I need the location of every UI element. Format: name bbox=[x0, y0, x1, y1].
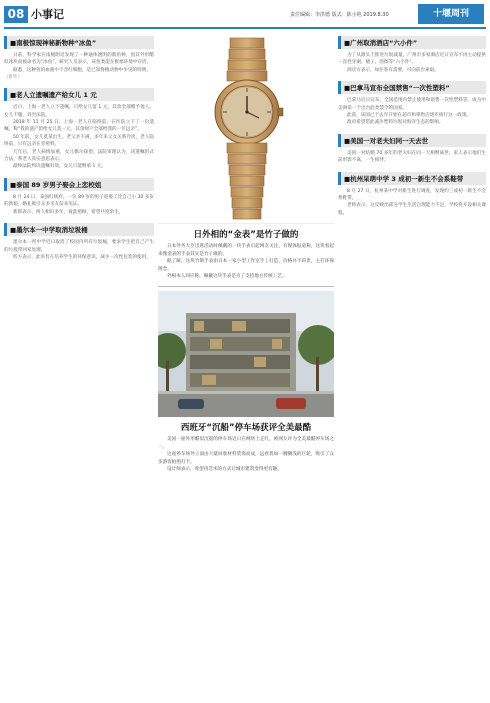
article-paragraph: 50 年前，女儿莫某出生。老父亲不满，多年来父女关系冷淡。老人临终前，只有远亲在旁照料。 bbox=[4, 134, 154, 148]
article-paragraph: 这座停车场外立面由大量回收材料装饰而成，远看犹如一艘搁浅的巨轮，吸引了众多游客拍照打卡。 bbox=[158, 452, 334, 465]
article-title: ■杭州呆萌中学 3 成初一新生不会系鞋带 bbox=[338, 172, 486, 185]
article-paragraph: 据了解，这块竹制手表由日本一家小型工作室手工打造，价格并不昂贵，主打环保理念。 bbox=[158, 259, 334, 272]
article-paragraph: 外相本人回应称，佩戴这块手表是为了支持地方传统工艺。 bbox=[167, 274, 287, 280]
watch-strap-lower bbox=[227, 143, 267, 219]
article bbox=[4, 36, 154, 81]
article-paragraph: 酒店方表示，如住客有需要，可向前台索取。 bbox=[347, 67, 439, 73]
article-title: ■广州取消酒店“六小件” bbox=[338, 36, 486, 49]
article-paragraph: 几年后，老人病情加重，女儿偶尔探望。法院审理认为，该遗嘱形式合法，系老人真实意思表示。 bbox=[4, 149, 154, 163]
bamboo-watch-photo bbox=[158, 36, 334, 224]
article-paragraph: 日前，科学家在南极附近发现了一种通体透明的新鱼种，因其外形酷似冰块而被命名为“冰鱼”。研究人员表示，该鱼类能在极寒环境中存活。 bbox=[4, 53, 154, 66]
article bbox=[4, 178, 154, 216]
article-paragraph: 日本外务大臣出席活动时佩戴的一块手表引起网友关注。有媒体报道称，这块看起来像金表的手表其实是竹子做的。 bbox=[158, 244, 334, 257]
article-paragraph: 2018 年 11 月 25 日，上海一老人在临终前，在医院立下了一份遗嘱，称“我的遗产留给女儿莫一元，其余财产全部给我的一位远亲”。 bbox=[4, 120, 154, 133]
watch-strap-upper bbox=[227, 38, 267, 81]
article-paragraph: 最终法院判决遗嘱有效，女儿只能继承 1 元。 bbox=[13, 164, 107, 170]
right-column bbox=[338, 34, 486, 217]
article bbox=[4, 223, 154, 261]
left-column bbox=[4, 34, 154, 261]
article-paragraph: 8 月 24 日，泰国红统府，一位 89 岁的男子迎娶了比自己小 30 多岁的新娘，婚礼吸引众多亲友前来见证。 bbox=[4, 194, 154, 208]
page-number: 08 bbox=[4, 6, 28, 23]
brand-logo: 十堰周刊 bbox=[418, 4, 484, 24]
article-source: （新华） bbox=[4, 75, 22, 81]
article-title: ■美国一对老夫妇同一天去世 bbox=[338, 134, 486, 147]
parking-headline: 西班牙“沉船”停车场获评全美最酷 bbox=[180, 422, 312, 433]
article-title: ■巴拿马宣布全国禁售“一次性塑料” bbox=[338, 81, 486, 94]
article-paragraph: 此前，该国已于去年开始在超市和零售店逐步推行这一政策。 bbox=[347, 113, 472, 119]
divider bbox=[158, 286, 334, 287]
watch-headline: 日外相的“金表”是竹子做的 bbox=[193, 230, 299, 240]
article-title: ■南极惊现神秘新物种“冰鱼” bbox=[4, 36, 154, 49]
article-paragraph: 近日，上海一老人立下遗嘱，只给女儿留 1 元，其余全部赠予他人。女儿不服，诉至法院。 bbox=[4, 105, 154, 118]
article-paragraph: 美国一座外形酷似沉船的停车场近日在网络上走红，被网友评为全美最酷停车场之一。 bbox=[158, 436, 334, 450]
article-title: ■老人立遗嘱遗产给女儿 1 元 bbox=[4, 88, 154, 101]
article-paragraph: 巴拿马近日宣布，全国范围内禁止使用和销售一次性塑料袋，成为中美洲第一个出台此类禁令的国家。 bbox=[338, 98, 486, 111]
middle-column bbox=[158, 34, 334, 474]
street-illustration bbox=[158, 291, 334, 417]
article-title: ■墨尔本一中学取消垃圾桶 bbox=[4, 223, 154, 236]
article-paragraph: 新郎表示，两人相识多年，彼此照顾，希望共度余生。 bbox=[13, 209, 124, 215]
article bbox=[338, 81, 486, 127]
article-paragraph: 设计师表示，希望用艺术的方式让城市建筑变得更有趣。 bbox=[167, 467, 282, 473]
article-paragraph: 老师表示，这反映出部分学生生活自理能力不足，学校将开设相关课程。 bbox=[338, 203, 486, 216]
header-rule bbox=[4, 27, 486, 29]
article-paragraph: 校方表示，此举旨在培养学生的环保意识，减少一次性包装的使用。 bbox=[13, 254, 151, 260]
article bbox=[338, 134, 486, 165]
article-paragraph: 政府希望借此减少塑料垃圾对海洋生态的影响。 bbox=[347, 120, 444, 126]
article bbox=[338, 36, 486, 74]
editor-credits: 责任编辑：李洪德 版式：陈小艳 2019.8.30 bbox=[290, 12, 389, 18]
article-paragraph: 墨尔本一所中学近日取消了校园内所有垃圾桶，要求学生把自己产生的垃圾带回家处理。 bbox=[4, 240, 154, 253]
section-title: 小事记 bbox=[31, 8, 64, 21]
parking-garage-photo bbox=[158, 291, 334, 417]
article-paragraph: 8 月 27 日，杭州某中学对新生进行调查，发现约三成初一新生不会系鞋带。 bbox=[338, 188, 486, 202]
article-paragraph: 据悉，这种鱼的血液中不含红细胞，是已知脊椎动物中少见的特例。 bbox=[13, 67, 151, 73]
article-paragraph: 为了从源头上推进垃圾减量，广州市多家酒店近日宣布不再主动提供一次性牙刷、梳子、浴擦等“六小件”。 bbox=[338, 53, 486, 66]
article-paragraph: 美国一对结婚 70 多年的老夫妇在同一天相继离世，家人表示他们生前形影不离，一生相伴。 bbox=[338, 150, 486, 164]
article bbox=[338, 172, 486, 218]
masthead bbox=[0, 0, 490, 30]
watch-illustration bbox=[158, 36, 334, 224]
article bbox=[4, 88, 154, 171]
article-title: ■泰国 89 岁男子娶会上恋校姐 bbox=[4, 178, 154, 191]
